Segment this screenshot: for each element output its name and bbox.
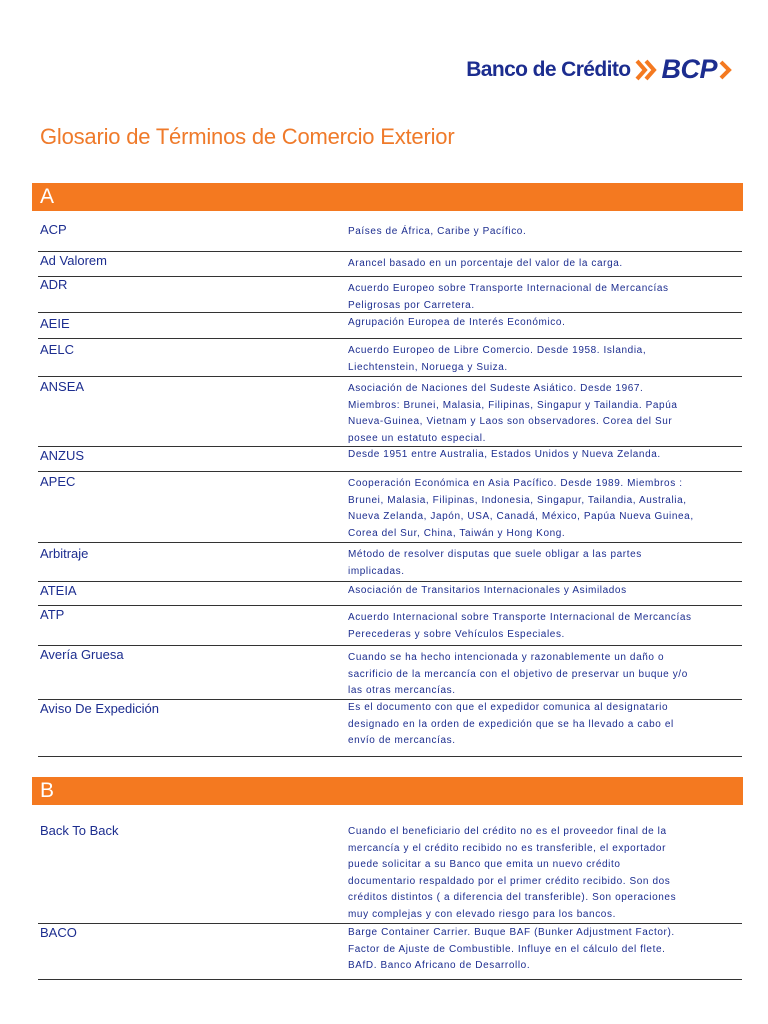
entry-term: AELC [40, 342, 74, 357]
glossary-entry [38, 472, 742, 543]
entry-definition: Arancel basado en un porcentaje del valor de la carga. [348, 258, 623, 269]
glossary-entry [38, 313, 742, 339]
entry-definition: Método de resolver disputas que suele obligar a las partes implicadas. [348, 549, 642, 577]
section-b-entries [38, 820, 742, 980]
entry-term: APEC [40, 474, 76, 489]
entry-term: ATP [40, 607, 65, 622]
chevron-right-icon [718, 57, 734, 83]
logo-text: Banco de Crédito [466, 57, 631, 81]
double-chevron-icon [634, 57, 660, 83]
entry-definition: Cuando el beneficiario del crédito no es el proveedor final de la mercancía y el crédito recibido no es transferible, el exportador puede solicitar a su Banco que emita un nuevo crédito documentario respaldado por el primer crédito recibido. Son dos créditos distintos ( a diferencia del transferible). Son operaciones muy complejas y con elevado riesgo para los bancos. [348, 826, 677, 920]
glossary-entry [38, 277, 742, 313]
section-a-entries [38, 220, 742, 757]
entry-term: BACO [40, 925, 77, 940]
section-header-b: B [32, 777, 743, 805]
entry-definition: Países de África, Caribe y Pacífico. [348, 226, 527, 237]
glossary-entry [38, 646, 742, 700]
entry-term: ADR [40, 277, 68, 292]
entry-term: Back To Back [40, 823, 119, 838]
entry-definition: Acuerdo Europeo de Libre Comercio. Desde 1958. Islandia, Liechtenstein, Noruega y Suiza. [348, 345, 647, 373]
entry-definition: Acuerdo Internacional sobre Transporte Internacional de Mercancías Perecederas y sobre Vehículos Especiales. [348, 612, 692, 640]
entry-definition: Asociación de Transitarios Internacionales y Asimilados [348, 585, 627, 596]
entry-term: Ad Valorem [40, 253, 107, 268]
entry-definition: Agrupación Europea de Interés Económico. [348, 317, 566, 328]
entry-term: Arbitraje [40, 546, 89, 561]
entry-definition: Asociación de Naciones del Sudeste Asiático. Desde 1967. Miembros: Brunei, Malasia, Filipinas, Singapur y Tailandia. Papúa Nueva-Guinea, Vietnam y Laos son observadores. Corea del Sur posee un estatuto especial. [348, 383, 678, 444]
logo-abbrev: BCP [661, 54, 717, 84]
glossary-entry [38, 582, 742, 606]
entry-term: ANSEA [40, 379, 85, 394]
section-header-a: A [32, 183, 743, 211]
entry-definition: Es el documento con que el expedidor comunica al designatario designado en la orden de expedición que se ha llevado a cabo el envío de mercancías. [348, 702, 674, 746]
glossary-entry [38, 220, 742, 252]
entry-term: Avería Gruesa [40, 647, 124, 662]
entry-term: AEIE [40, 316, 70, 331]
entry-term: ATEIA [40, 583, 77, 598]
entry-definition: Acuerdo Europeo sobre Transporte Internacional de Mercancías Peligrosas por Carretera. [348, 283, 669, 311]
glossary-entry [38, 252, 742, 277]
bcp-logo [466, 54, 734, 85]
glossary-entry [38, 447, 742, 472]
entry-definition: Barge Container Carrier. Buque BAF (Bunker Adjustment Factor). Factor de Ajuste de Combustible. Influye en el cálculo del flete. BAfD. Banco Africano de Desarrollo. [348, 927, 675, 971]
document-title: Glosario de Términos de Comercio Exterior [40, 124, 455, 149]
entry-term: Aviso De Expedición [40, 701, 159, 716]
entry-definition: Cooperación Económica en Asia Pacífico. Desde 1989. Miembros : Brunei, Malasia, Filipinas, Indonesia, Singapur, Tailandia, Australia, Nueva Zelanda, Japón, USA, Canadá, México, Papúa Nueva Guinea, Corea del Sur, China, Taiwán y Hong Kong. [348, 478, 694, 539]
entry-definition: Desde 1951 entre Australia, Estados Unidos y Nueva Zelanda. [348, 449, 661, 460]
glossary-entry [38, 924, 742, 980]
glossary-entry [38, 339, 742, 377]
entry-definition: Cuando se ha hecho intencionada y razonablemente un daño o sacrificio de la mercancía con el objetivo de preservar un buque y/o las otras mercancías. [348, 652, 688, 696]
glossary-entry [38, 606, 742, 646]
glossary-entry [38, 543, 742, 582]
entry-term: ANZUS [40, 448, 85, 463]
glossary-entry [38, 700, 742, 757]
glossary-entry [38, 820, 742, 924]
glossary-entry [38, 377, 742, 447]
entry-term: ACP [40, 222, 67, 237]
